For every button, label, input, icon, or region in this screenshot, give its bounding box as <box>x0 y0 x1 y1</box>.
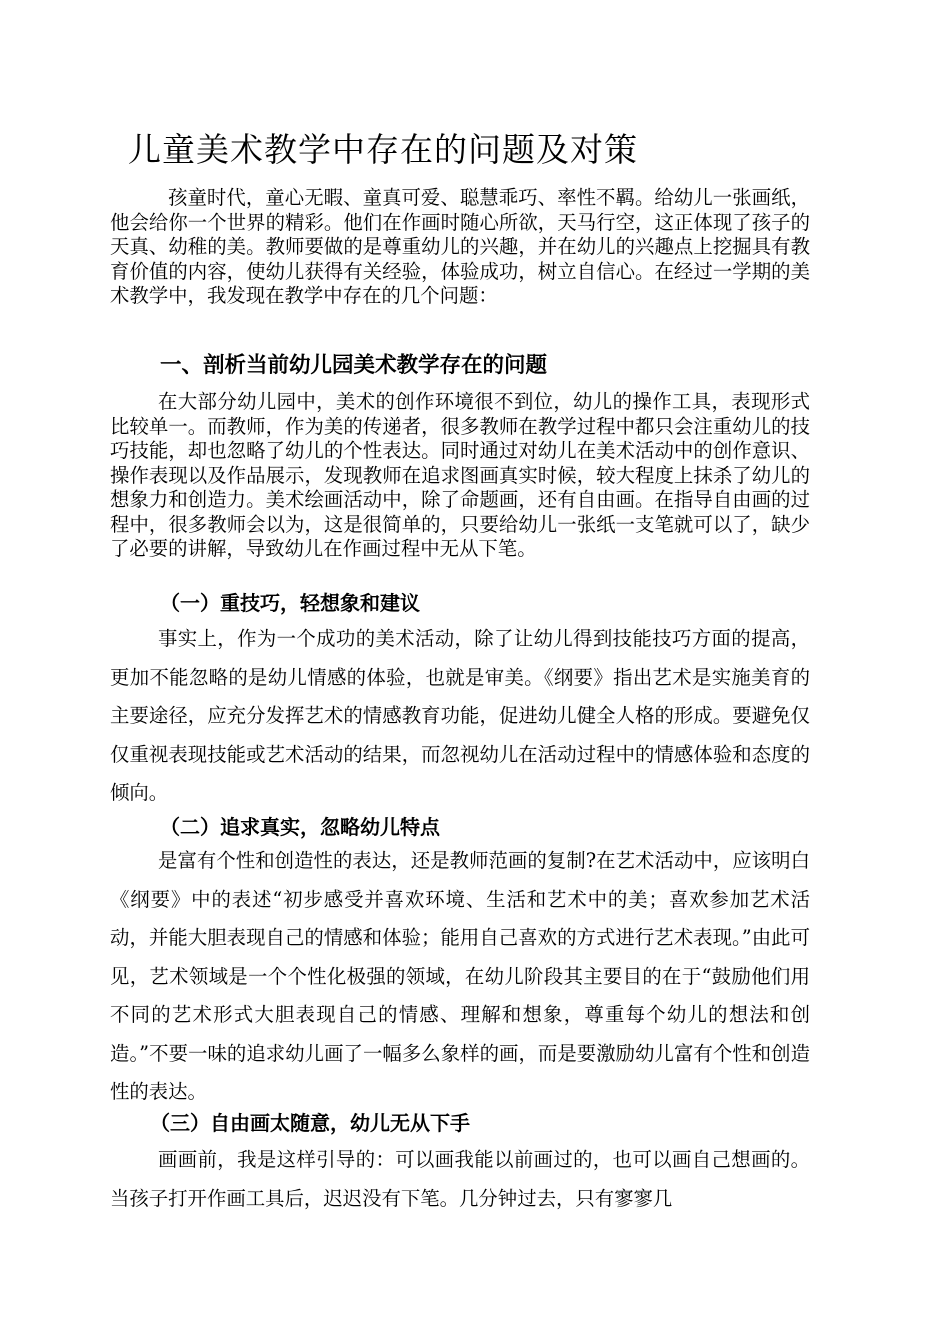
subsection-2-paragraph: 是富有个性和创造性的表达，还是教师范画的复制?在艺术活动中，应该明白《纲要》中的表述“初步感受并喜欢环境、生活和艺术中的美；喜欢参加艺术活动，并能大胆表现自己的情感和体验；能用自己喜欢的方式进行艺术表现。”由此可见，艺术领域是一个个性化极强的领域，在幼儿阶段其主要目的在于“鼓励他们用不同的艺术形式大胆表现自己的情感、理解和想象，尊重每个幼儿的想法和创造。”不要一味的追求幼儿画了一幅多么象样的画，而是要激励幼儿富有个性和创造性的表达。 <box>110 849 810 1103</box>
section-1-paragraph: 在大部分幼儿园中，美术的创作环境很不到位，幼儿的操作工具，表现形式比较单一。而教师，作为美的传递者，很多教师在教学过程中都只会注重幼儿的技巧技能，却也忽略了幼儿的个性表达。同时通过对幼儿在美术活动中的创作意识、操作表现以及作品展示，发现教师在追求图画真实时候，较大程度上抹杀了幼儿的想象力和创造力。美术绘画活动中，除了命题画，还有自由画。在指导自由画的过程中，很多教师会以为，这是很简单的，只要给幼儿一张纸一支笔就可以了，缺少了必要的讲解，导致幼儿在作画过程中无从下笔。 <box>110 390 810 560</box>
subsection-heading-3: （三）自由画太随意，幼儿无从下手 <box>150 1111 470 1135</box>
section-heading-1: 一、剖析当前幼儿园美术教学存在的问题 <box>160 353 548 378</box>
intro-paragraph: 孩童时代，童心无暇、童真可爱、聪慧乖巧、率性不羁。给幼儿一张画纸，他会给你一个世界的精彩。他们在作画时随心所欲，天马行空，这正体现了孩子的天真、幼稚的美。教师要做的是尊重幼儿的兴趣，并在幼儿的兴趣点上挖掘具有教育价值的内容，使幼儿获得有关经验，体验成功，树立自信心。在经过一学期的美术教学中，我发现在教学中存在的几个问题： <box>110 186 810 307</box>
subsection-3-paragraph: 画画前，我是这样引导的：可以画我能以前画过的，也可以画自己想画的。当孩子打开作画工具后，迟迟没有下笔。几分钟过去，只有寥寥几 <box>110 1148 810 1210</box>
subsection-1-paragraph: 事实上，作为一个成功的美术活动，除了让幼儿得到技能技巧方面的提高，更加不能忽略的是幼儿情感的体验，也就是审美。《纲要》指出艺术是实施美育的主要途径，应充分发挥艺术的情感教育功能，促进幼儿健全人格的形成。要避免仅仅重视表现技能或艺术活动的结果，而忽视幼儿在活动过程中的情感体验和态度的倾向。 <box>110 627 810 804</box>
subsection-heading-1: （一）重技巧，轻想象和建议 <box>160 591 420 615</box>
document-title: 儿童美术教学中存在的问题及对策 <box>128 130 638 169</box>
subsection-heading-2: （二）追求真实，忽略幼儿特点 <box>160 815 440 839</box>
